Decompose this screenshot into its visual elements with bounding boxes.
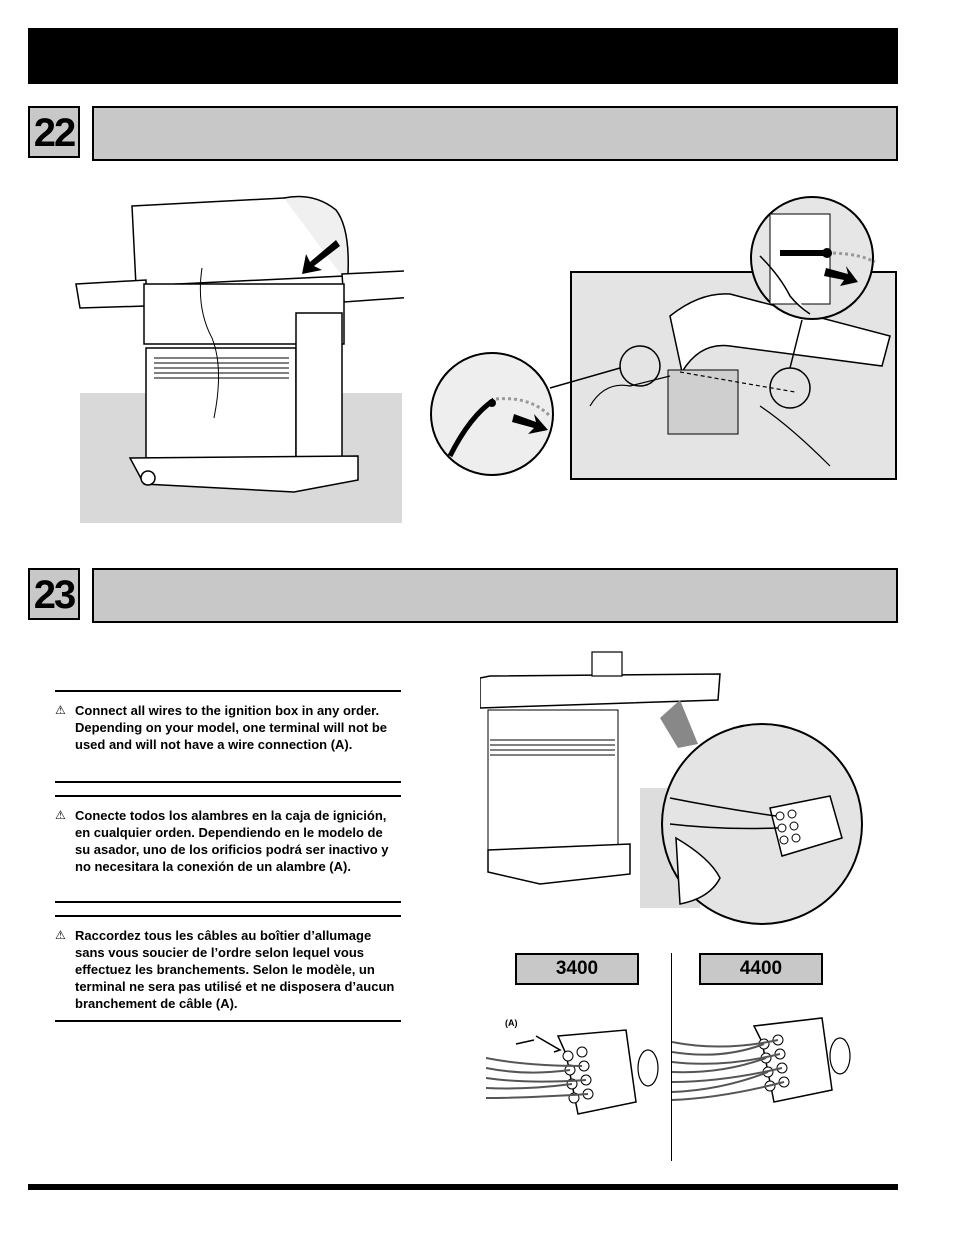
warning-triangle-icon: ⚠ bbox=[55, 703, 66, 717]
ignition-box-4400 bbox=[672, 1012, 852, 1112]
step-22-title-bar bbox=[92, 106, 898, 161]
step-23-title-bar bbox=[92, 568, 898, 623]
instruction-text-en: Connect all wires to the ignition box in any order. Depending on your model, one terminal will not be used and will not have a wire connection (A). bbox=[75, 703, 388, 752]
step-22-number: 22 bbox=[28, 106, 80, 158]
footer-rule bbox=[28, 1184, 898, 1190]
warning-triangle-icon: ⚠ bbox=[55, 928, 66, 942]
instruction-french bbox=[55, 915, 401, 1022]
grill-illustration bbox=[74, 188, 404, 524]
wire-routing-detail bbox=[430, 196, 900, 486]
model-label-3400: 3400 bbox=[515, 953, 639, 985]
step-23-number: 23 bbox=[28, 568, 80, 620]
model-label-4400: 4400 bbox=[699, 953, 823, 985]
instruction-spanish bbox=[55, 795, 401, 903]
warning-triangle-icon: ⚠ bbox=[55, 808, 66, 822]
callout-a-label: (A) bbox=[505, 1018, 518, 1028]
instruction-text-fr: Raccordez tous les câbles au boîtier d’allumage sans vous soucier de l’ordre selon lequel vous effectuez les branchements. Selon le modèle, un terminal ne sera pas utilisé et ne disposera d’aucun branchement de câble (A). bbox=[75, 928, 395, 1011]
ignition-box-3400 bbox=[486, 1022, 666, 1122]
ignition-box-illustration bbox=[480, 648, 900, 928]
header-bar bbox=[28, 28, 898, 84]
instruction-text-es: Conecte todos los alambres en la caja de ignición, en cualquier orden. Dependiendo en le modelo de su asador, uno de los orificios podrá ser inactivo y no necesitara la conexión de un alambre (A). bbox=[75, 808, 389, 874]
instruction-english bbox=[55, 690, 401, 783]
